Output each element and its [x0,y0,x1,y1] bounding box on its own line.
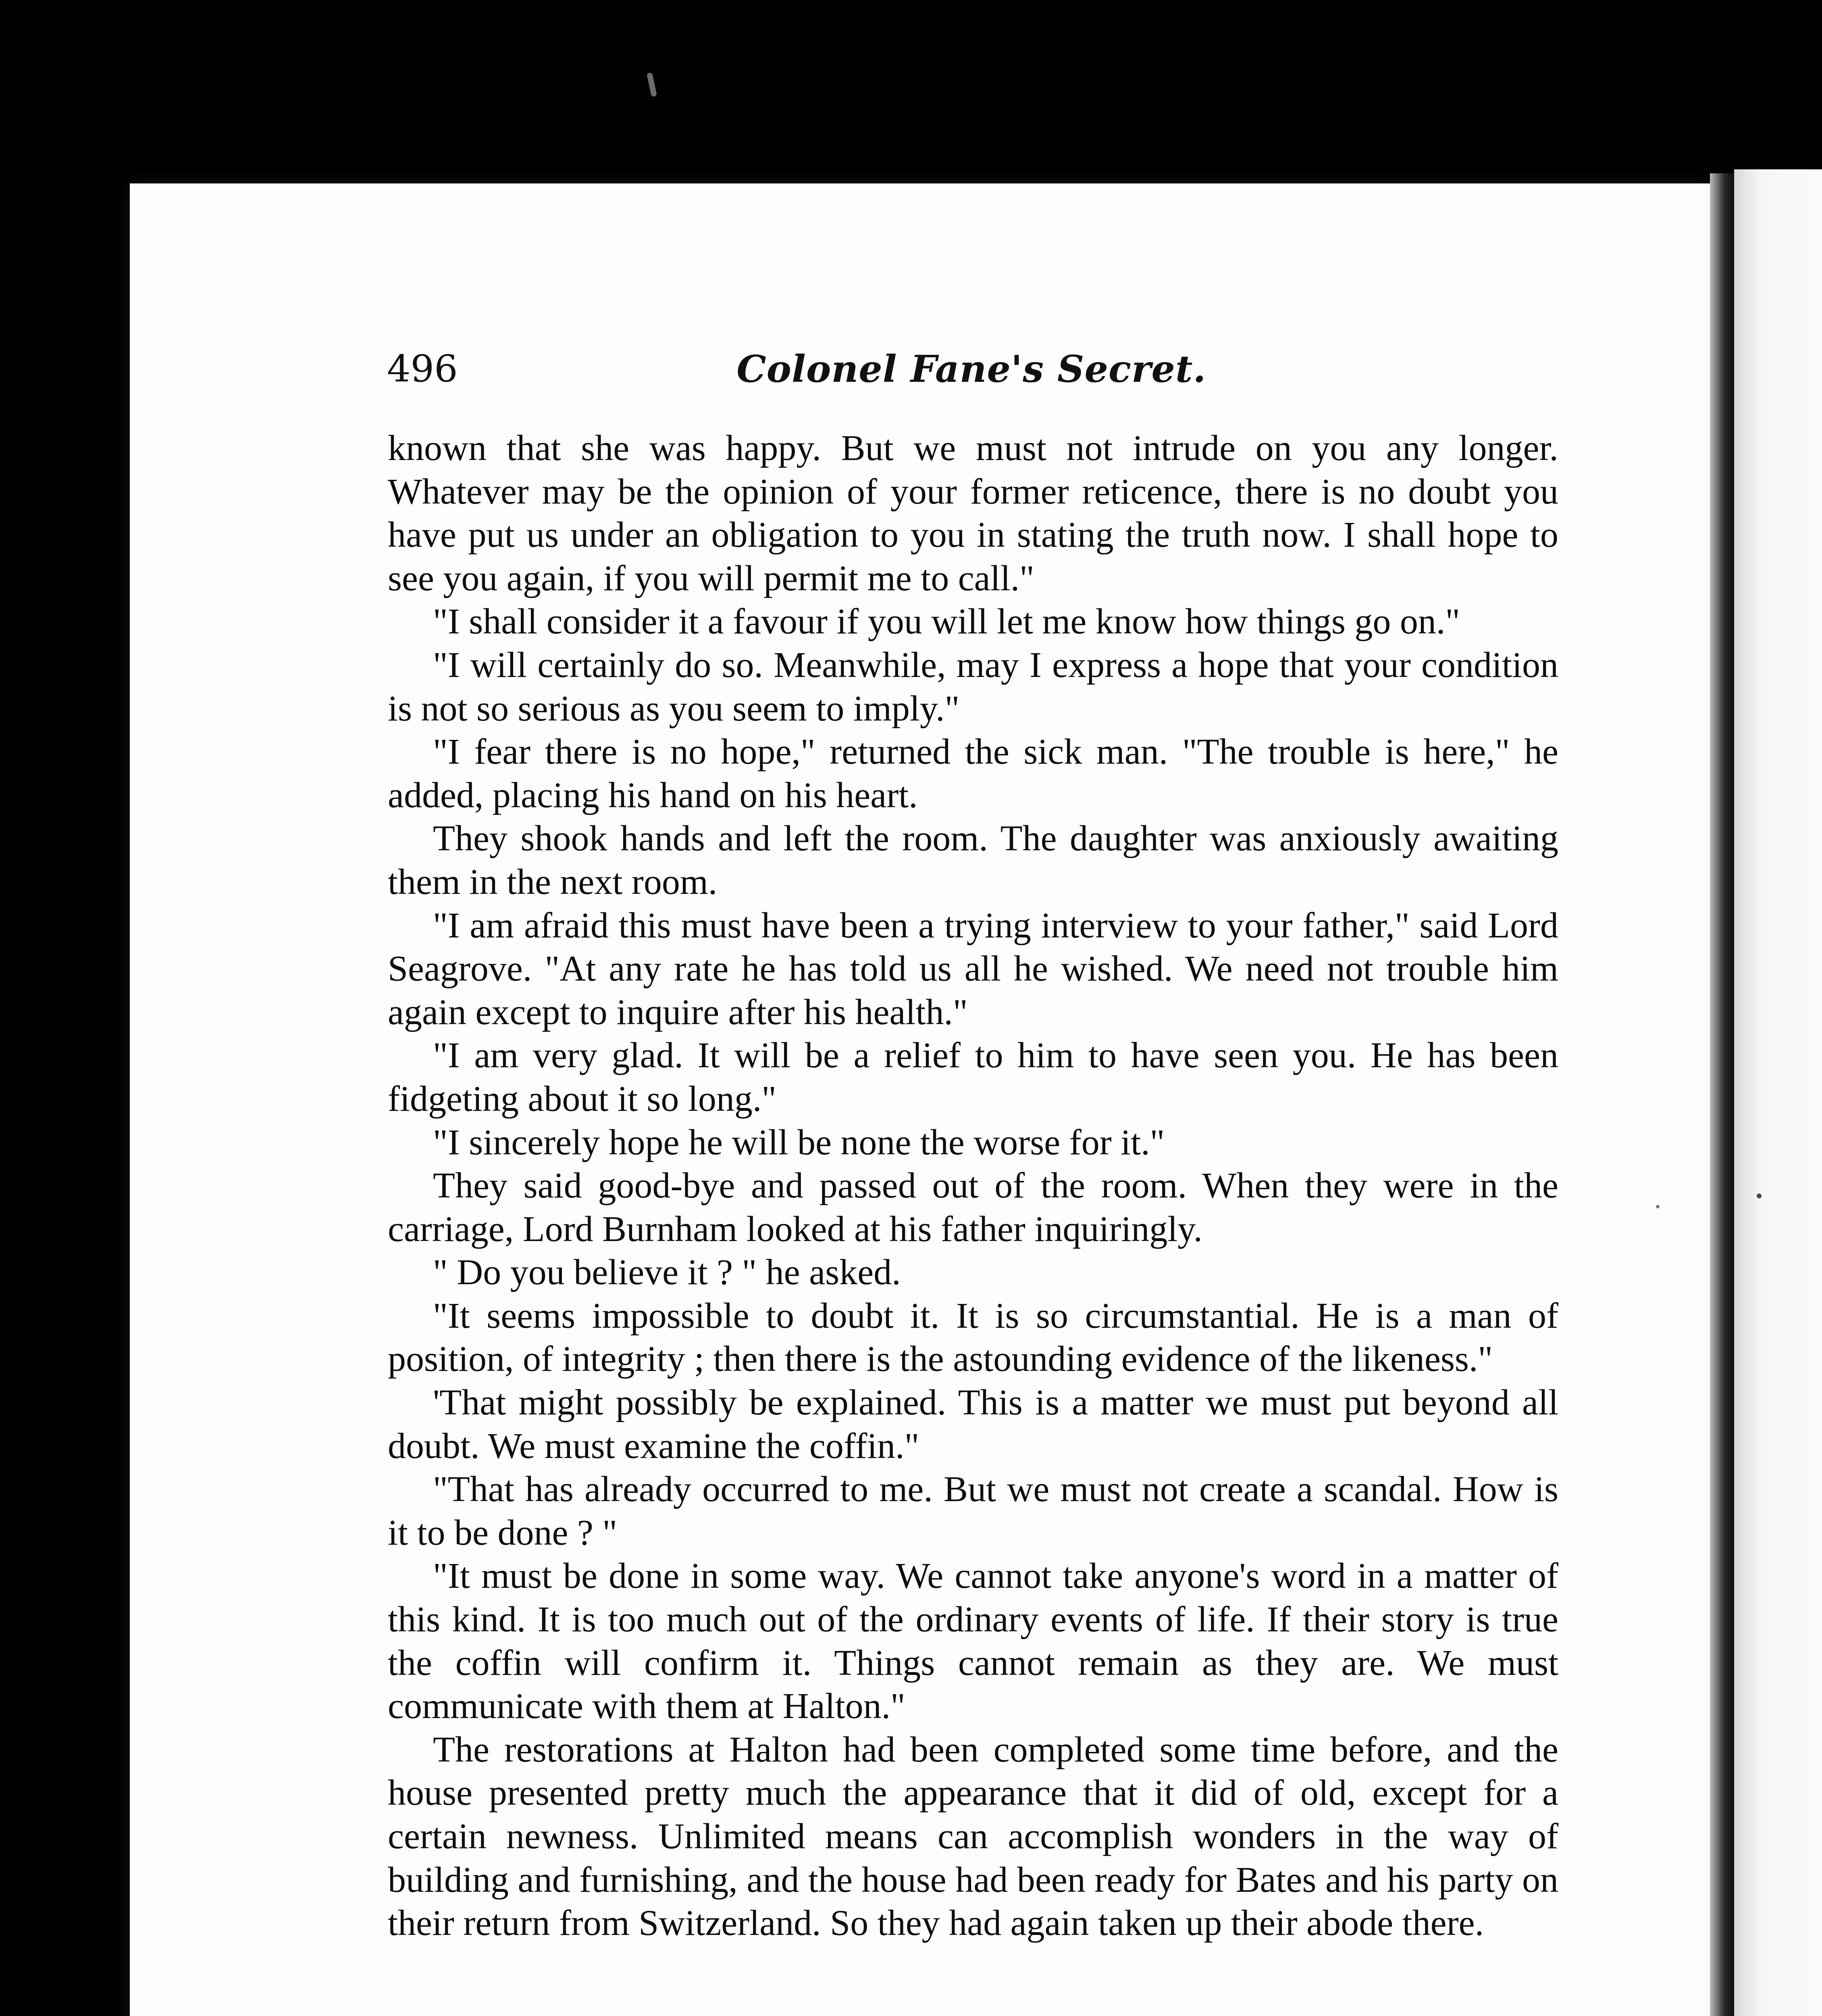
paragraph: "I am very glad. It will be a relief to him to have seen you. He has been fidgeting about it so long." [388,1035,1558,1119]
running-header [387,343,1556,395]
paragraph: "It seems impossible to doubt it. It is so circumstantial. He is a man of position, of integrity ; then there is the astounding evidence of the likeness." [388,1295,1558,1379]
paragraph: The restorations at Halton had been completed some time before, and the house presented pretty much the appearance that it did of old, except for a certain newness. Unlimited means can accomplish wonders in the way of building and furnishing, and the house had been ready for Bates and his party on their return from Switzerland. So they had again taken up their abode there. [388,1729,1558,1943]
page-number: 496 [387,347,458,390]
body-text [388,427,1558,1945]
facing-page-mark [1757,1193,1762,1198]
paragraph: "I fear there is no hope," returned the sick man. "The trouble is here," he added, placing his hand on his heart. [388,732,1558,815]
paragraph: " Do you believe it ? " he asked. [433,1252,901,1293]
facing-page-edge [1734,169,1822,2016]
paragraph: "I will certainly do so. Meanwhile, may I express a hope that your condition is not so serious as you seem to imply." [388,645,1558,729]
paragraph: They said good-bye and passed out of the room. When they were in the carriage, Lord Burnham looked at his father inquiringly. [388,1166,1558,1249]
page-gutter [1710,173,1734,2016]
paragraph: "I sincerely hope he will be none the worse for it." [433,1122,1165,1162]
running-title: Colonel Fane's Secret. [736,347,1206,391]
paragraph: "I am afraid this must have been a trying interview to your father," said Lord Seagrove. "At any rate he has told us all he wished. We need not trouble him again except to inquire after his health." [388,905,1558,1032]
paragraph: "That has already occurred to me. But we must not create a scandal. How is it to be done ? " [388,1469,1558,1553]
paragraph: known that she was happy. But we must not intrude on you any longer. Whatever may be the opinion of your former reticence, there is no doubt you have put us under an obligation to you in stating the truth now. I shall hope to see you again, if you will permit me to call." [388,428,1558,598]
page-speck [1656,1205,1660,1208]
paragraph: "It must be done in some way. We cannot take anyone's word in a matter of this kind. It is too much out of the ordinary events of life. If their story is true the coffin will confirm it. Things cannot remain as they are. We must communicate with them at Halton." [388,1556,1558,1727]
paragraph: They shook hands and left the room. The daughter was anxiously awaiting them in the next room. [388,818,1558,902]
paragraph: "I shall consider it a favour if you will let me know how things go on." [433,602,1460,642]
scan-mark [647,72,657,97]
paragraph: 'That might possibly be explained. This is a matter we must put beyond all doubt. We must examine the coffin." [388,1383,1558,1466]
